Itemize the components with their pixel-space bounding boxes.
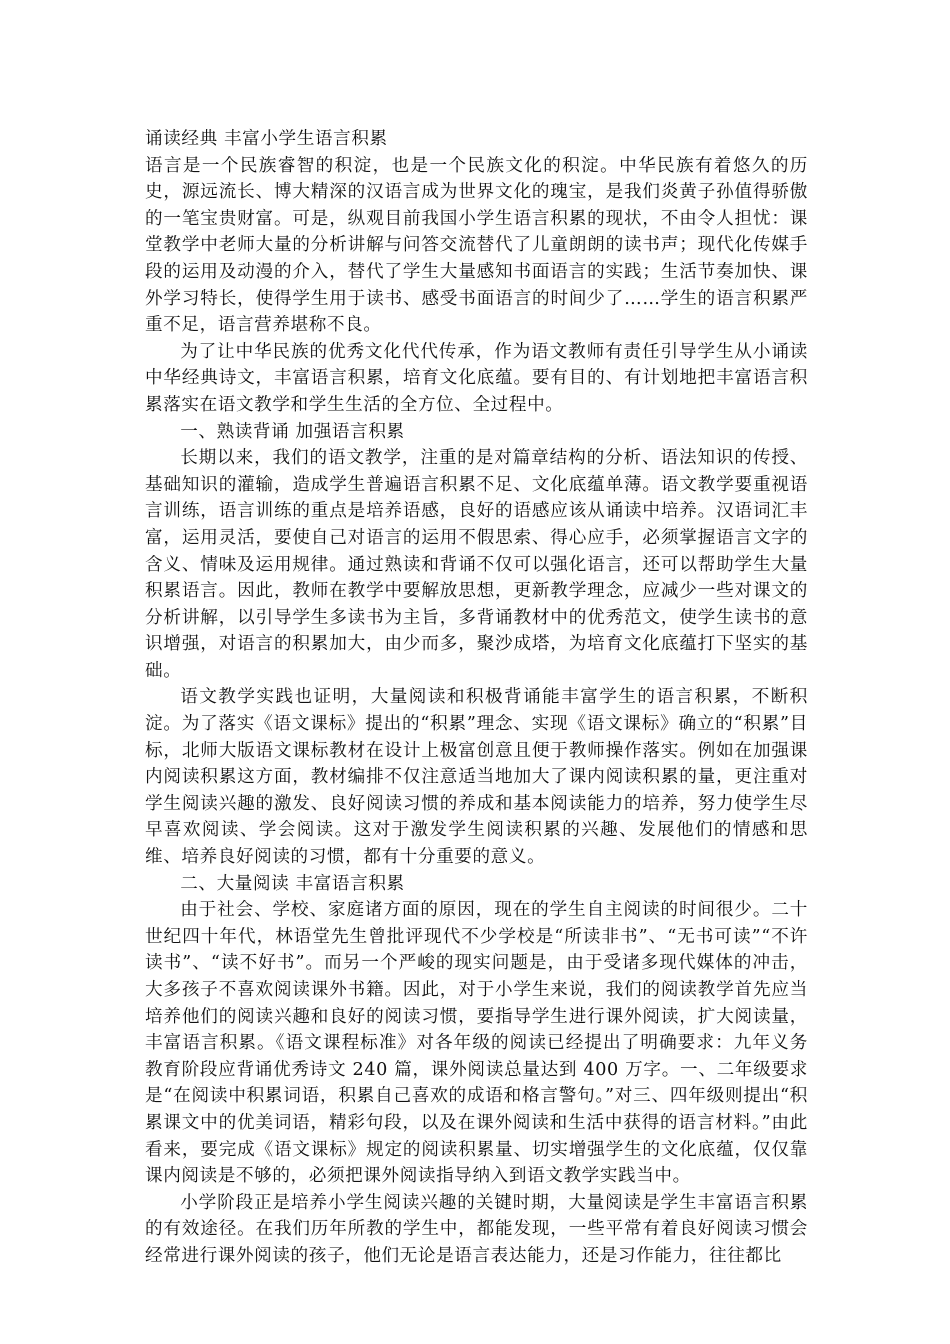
paragraph-intro: 语言是一个民族睿智的积淀，也是一个民族文化的积淀。中华民族有着悠久的历史，源远流长、博大精深的汉语言成为世界文化的瑰宝，是我们炎黄子孙值得骄傲的一笔宝贵财富。可是，纵观目前我国小学生语言积累的现状，不由令人担忧：课堂教学中老师大量的分析讲解与问答交流替代了儿童朗朗的读书声；现代化传媒手段的运用及动漫的介入，替代了学生大量感知书面语言的实践；生活节奏加快、课外学习特长，使得学生用于读书、感受书面语言的时间少了……学生的语言积累严重不足，语言营养堪称不良。 — [145, 155, 808, 336]
section-heading-1: 一、熟读背诵 加强语言积累 — [180, 421, 405, 442]
section-heading-2: 二、大量阅读 丰富语言积累 — [180, 873, 405, 894]
paragraph-primary-stage: 小学阶段正是培养小学生阅读兴趣的关键时期，大量阅读是学生丰富语言积累的有效途径。在我们历年所教的学生中，都能发现，一些平常有着良好阅读习惯会经常进行课外阅读的孩子，他们无论是语言表达能力，还是习作能力，往往都比 — [145, 1192, 808, 1266]
paragraph-reading: 由于社会、学校、家庭诸方面的原因，现在的学生自主阅读的时间很少。二十世纪四十年代，林语堂先生曾批评现代不少学校是“所读非书”、“无书可读”“不许读书”、“读不好书”。而另一个严峻的现实问题是，由于受诸多现代媒体的冲击，大多孩子不喜欢阅读课外书籍。因此，对于小学生来说，我们的阅读教学首先应当培养他们的阅读兴趣和良好的阅读习惯，要指导学生进行课外阅读，扩大阅读量，丰富语言积累。《语文课程标准》对各年级的阅读已经提出了明确要求：九年义务教育阶段应背诵优秀诗文 240 篇，课外阅读总量达到 400 万字。一、二年级要求是“在阅读中积累词语，积累自己喜欢的成语和格言警句。”对三、四年级则提出“积累课文中的优美词语，精彩句段，以及在课外阅读和生活中获得的语言材料。”由此看来，要完成《语文课标》规定的阅读积累量、切实增强学生的文化底蕴，仅仅靠课内阅读是不够的，必须把课外阅读指导纳入到语文教学实践当中。 — [145, 900, 808, 1187]
paragraph-practice: 语文教学实践也证明，大量阅读和积极背诵能丰富学生的语言积累，不断积淀。为了落实《语文课标》提出的“积累”理念、实现《语文课标》确立的“积累”目标，北师大版语文课标教材在设计上极富创意且便于教师操作落实。例如在加强课内阅读积累这方面，教材编排不仅注意适当地加大了课内阅读积累的量，更注重对学生阅读兴趣的激发、良好阅读习惯的养成和基本阅读能力的培养，努力使学生尽早喜欢阅读、学会阅读。这对于激发学生阅读积累的兴趣、发展他们的情感和思维、培养良好阅读的习惯，都有十分重要的意义。 — [145, 687, 808, 868]
paragraph-purpose: 为了让中华民族的优秀文化代代传承，作为语文教师有责任引导学生从小诵读中华经典诗文，丰富语言积累，培育文化底蕴。要有目的、有计划地把丰富语言积累落实在语文教学和学生生活的全方位、全过程中。 — [145, 341, 808, 415]
paragraph-recitation: 长期以来，我们的语文教学，注重的是对篇章结构的分析、语法知识的传授、基础知识的灌输，造成学生普遍语言积累不足、文化底蕴单薄。语文教学要重视语言训练，语言训练的重点是培养语感，良好的语感应该从诵读中培养。汉语词汇丰富，运用灵活，要使自己对语言的运用不假思索、得心应手，必须掌握语言文字的含义、情味及运用规律。通过熟读和背诵不仅可以强化语言，还可以帮助学生大量积累语言。因此，教师在教学中要解放思想，更新教学理念，应减少一些对课文的分析讲解，以引导学生多读书为主旨，多背诵教材中的优秀范文，使学生读书的意识增强，对语言的积累加大，由少而多，聚沙成塔，为培育文化底蕴打下坚实的基础。 — [145, 448, 808, 681]
document-body — [145, 126, 808, 1270]
document-title: 诵读经典 丰富小学生语言积累 — [145, 129, 388, 149]
